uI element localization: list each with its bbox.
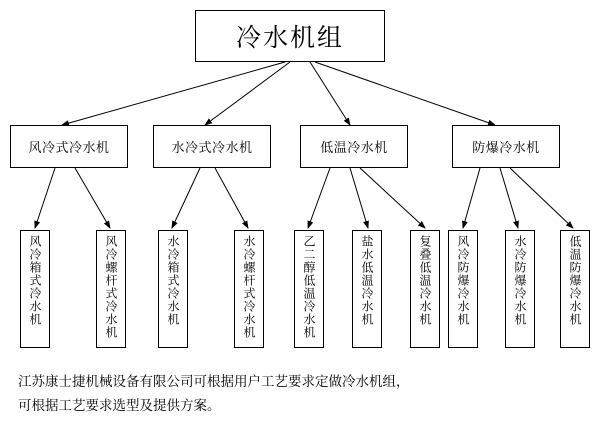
node-level2-low-temp[interactable] (300, 125, 408, 168)
node-leaf-label: 风冷螺杆式冷水机 (104, 235, 118, 339)
node-level2-explosion-proof[interactable] (452, 125, 560, 168)
node-leaf[interactable] (560, 230, 590, 348)
node-leaf-label: 复叠低温冷水机 (418, 235, 432, 326)
node-leaf[interactable] (234, 230, 264, 348)
node-leaf[interactable] (158, 230, 188, 348)
node-leaf-label: 乙二醇低温冷水机 (302, 235, 316, 339)
node-leaf[interactable] (294, 230, 324, 348)
node-leaf[interactable] (505, 230, 535, 348)
footer-line-1: 江苏康士捷机械设备有限公司可根据用户工艺要求定做冷水机组， (18, 374, 410, 389)
node-leaf-label: 水冷箱式冷水机 (166, 235, 180, 326)
node-leaf-label: 风冷箱式冷水机 (28, 235, 42, 326)
node-leaf-label: 水冷防爆冷水机 (513, 235, 527, 326)
node-level2-label: 风冷式冷水机 (28, 140, 110, 155)
node-level2-label: 防爆冷水机 (472, 140, 540, 155)
node-leaf-label: 盐水低温冷水机 (360, 235, 374, 326)
node-leaf[interactable] (410, 230, 440, 348)
footer-line-2: 可根据工艺要求选型及提供方案。 (18, 398, 221, 413)
node-leaf[interactable] (448, 230, 478, 348)
node-leaf[interactable] (20, 230, 50, 348)
footer-note (18, 370, 584, 418)
node-root[interactable] (195, 10, 385, 62)
node-leaf[interactable] (352, 230, 382, 348)
node-leaf-label: 风冷防爆冷水机 (456, 235, 470, 326)
node-root-label: 冷水机组 (235, 24, 344, 52)
node-leaf-label: 水冷螺杆式冷水机 (242, 235, 256, 339)
node-level2-label: 水冷式冷水机 (171, 140, 253, 155)
node-level2-water-cooled[interactable] (153, 125, 271, 168)
node-leaf[interactable] (96, 230, 126, 348)
node-leaf-label: 低温防爆冷水机 (568, 235, 582, 326)
node-level2-label: 低温冷水机 (320, 140, 388, 155)
node-level2-air-cooled[interactable] (10, 125, 128, 168)
